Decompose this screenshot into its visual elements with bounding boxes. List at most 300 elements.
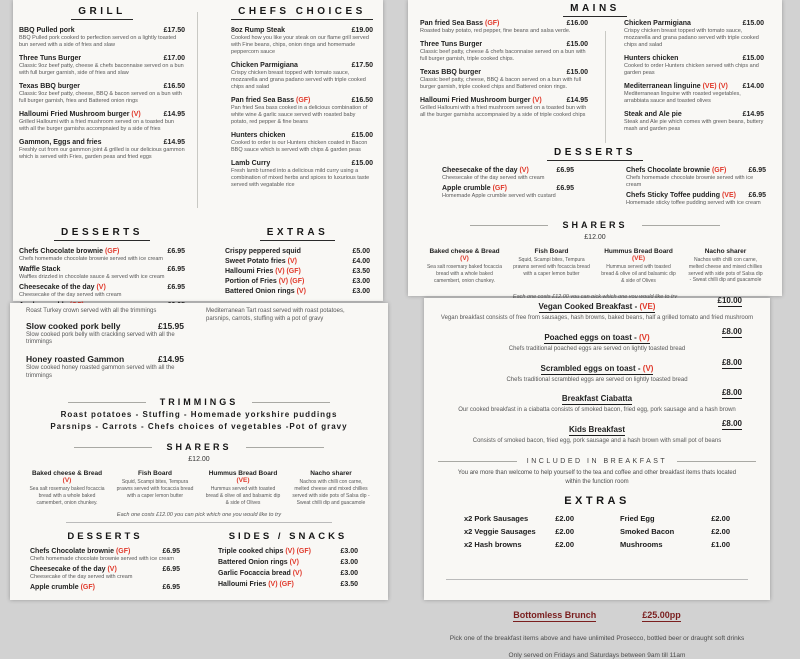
dietary-tag: (GF)	[711, 167, 727, 174]
item-description: Homemade sticky toffee pudding served with ice cream	[626, 200, 761, 207]
menu-item-header	[442, 167, 574, 174]
item-name	[231, 160, 270, 167]
item-name-text: Sweet Potato fries	[225, 258, 286, 265]
dietary-tag: (V)	[62, 477, 72, 485]
desserts-right-column	[626, 167, 766, 210]
item-name-text: Kids Breakfast	[568, 425, 626, 435]
item-description: Chefs homemade chocolate brownie served with ice cream	[30, 555, 174, 562]
item-price: £3.50	[340, 580, 358, 588]
dietary-tag: (GF)	[295, 97, 311, 105]
item-description: Steak and Ale pie which comes with green beans, buttery mash and garden peas	[624, 119, 764, 133]
bottomless-brunch-header	[424, 610, 770, 622]
menu-item-header	[26, 321, 184, 331]
divider-line	[74, 447, 152, 448]
item-price: £17.00	[163, 55, 185, 63]
item-price: £8.00	[721, 419, 742, 429]
item-name-text: Apple crumble	[442, 185, 491, 193]
item-name-text: Baked cheese & Bread	[31, 470, 103, 478]
item-description: Grilled Halloumi with a fried mushroom served on a toasted bun with all the burger garnishs accompnaied by a side of triple cooked chips	[420, 105, 587, 119]
item-name	[513, 248, 590, 255]
item-price: £3.00	[352, 288, 370, 295]
dietary-tag: (V)	[292, 569, 303, 577]
menu-item-header	[424, 358, 770, 376]
item-price: £6.95	[748, 192, 766, 200]
extras-column	[225, 227, 370, 312]
desserts-columns	[408, 167, 782, 210]
item-description: Squid, Scampi bites, Tempura prawns served with focaccia bread with a caper lemon butter	[513, 257, 590, 277]
menu-item	[30, 584, 180, 591]
item-name	[19, 266, 60, 273]
item-name-text: Halloumi Fried Mushroom burger	[19, 111, 130, 119]
item-name	[231, 62, 298, 69]
roast-item-list	[26, 321, 184, 381]
menu-item-header	[442, 185, 574, 192]
item-name-text: Lamb Curry	[231, 160, 271, 168]
price-row	[225, 248, 370, 255]
item-price: £6.95	[556, 167, 574, 174]
item-name-text: Portion of Fries	[225, 278, 277, 285]
grill-column	[19, 6, 185, 225]
item-name	[442, 185, 507, 192]
dietary-tag: (VE)	[632, 255, 645, 263]
mains-left-column	[420, 20, 588, 147]
item-price: £10.00	[717, 296, 742, 305]
page-mains	[408, 0, 782, 296]
item-description: Cooked to order is our Hunters chicken coated in Bacon BBQ sauce which is served with chips & garden peas	[231, 140, 368, 154]
item-name: Fried Egg	[620, 514, 655, 524]
menu-item	[19, 266, 185, 281]
dietary-tag: (V)	[519, 167, 529, 174]
item-name-text: Chefs Chocolate brownie	[30, 547, 115, 555]
item-name	[28, 470, 106, 484]
mains-columns	[408, 17, 782, 147]
price-row	[218, 570, 358, 577]
desserts-heading-text: DESSERTS	[547, 147, 643, 161]
menu-item	[626, 192, 766, 207]
item-name-text: Honey roasted Gammon	[26, 354, 125, 365]
item-price: £14.95	[163, 111, 185, 119]
item-description: Classic beef patty, cheese, BBQ & bacon served on a bun with full burger garnish, triple cooked chips and Battered onion rings.	[420, 77, 582, 91]
item-description: Pan fried Sea bass cooked in a delicious combination of white wine & garlic sauce served with roasted baby potato, red pepper & fine beans	[231, 105, 368, 126]
dietary-tag: (VE) (V)	[702, 83, 728, 91]
mains-right-column	[624, 20, 764, 147]
item-name	[420, 69, 481, 76]
breakfast-item	[424, 296, 770, 323]
sides-item-list	[218, 548, 358, 588]
item-price: £1.00	[711, 540, 730, 550]
item-name	[231, 27, 285, 34]
dietary-tag: (VE)	[639, 302, 656, 311]
item-name-text: Three Tuns Burger	[420, 41, 483, 49]
breakfast-item	[424, 327, 770, 354]
item-name-text: Slow cooked pork belly	[26, 320, 121, 331]
menu-item-header	[231, 160, 373, 167]
item-name	[231, 132, 285, 139]
item-price: £17.50	[351, 62, 373, 70]
dietary-tag: (V)	[639, 332, 650, 342]
menu-item	[231, 27, 373, 56]
item-name	[218, 581, 294, 588]
item-name-text: Waffle Stack	[19, 266, 61, 274]
item-name-text: Scrambled eggs on toast -	[540, 363, 641, 373]
item-description: Nachos with chilli con carne, melted cheese and mixed chillies served with side pots of Salsa dip - Sweat chilli dip and guacamole	[688, 257, 763, 284]
divider-line	[252, 402, 330, 403]
breakfast-extras-heading: EXTRAS	[564, 495, 630, 508]
item-name-text: Battered Onion rings	[218, 558, 288, 566]
sharers-note: Each one costs £12.00 you can pick which one you would like to try	[116, 511, 282, 518]
menu-item-header	[231, 97, 373, 104]
item-name	[19, 139, 101, 146]
item-name	[218, 559, 299, 566]
item-price: £4.00	[352, 258, 370, 265]
item-description: Roasted baby potato, red pepper, fine beans and salsa verde.	[420, 28, 571, 34]
item-name	[420, 41, 482, 48]
item-name	[225, 288, 306, 295]
divider-line	[677, 461, 756, 462]
item-price: £3.00	[352, 278, 370, 285]
menu-item	[19, 83, 185, 105]
item-name	[687, 248, 764, 255]
item-price: £6.95	[748, 167, 766, 174]
sharer-item	[204, 470, 282, 506]
menu-item	[30, 566, 180, 581]
item-name-text: Vegan Cooked Breakfast -	[538, 302, 638, 311]
sharers-columns	[408, 248, 782, 284]
dietary-tag: (V)	[131, 111, 141, 119]
item-name-text: Texas BBQ burger	[19, 83, 80, 91]
item-price: £15.95	[158, 320, 184, 331]
item-description: Sea salt rosemary baked focaccia bread with a whole baked camembert, onion chunkey.	[29, 486, 105, 506]
item-description: Slow cooked pork belly with crackling served with all the trimmings	[26, 331, 175, 346]
menu-item	[442, 167, 574, 182]
item-price: £15.00	[351, 160, 373, 168]
menu-item	[19, 55, 185, 77]
menu-item-header	[231, 132, 373, 139]
item-price: £6.95	[162, 565, 180, 573]
sharers-columns	[10, 470, 388, 506]
dietary-tag: (GF)	[104, 248, 120, 255]
menu-item-header	[424, 419, 770, 437]
menu-item	[626, 167, 766, 189]
item-name	[30, 548, 130, 555]
sharers-heading-text: SHARERS	[166, 442, 232, 453]
item-name	[19, 27, 75, 34]
item-name	[30, 566, 117, 573]
item-description: Homemade Apple crumble served with custard	[442, 193, 556, 200]
item-price: £14.95	[742, 111, 764, 119]
item-name-text: Hunters chicken	[624, 55, 679, 63]
bottomless-brunch-title: Bottomless Brunch	[513, 610, 597, 621]
desserts-heading	[408, 147, 782, 161]
menu-item-header	[19, 27, 185, 34]
item-name-text: Battered Onion rings	[225, 288, 295, 295]
dietary-tag: (V)	[532, 97, 542, 105]
menu-item	[624, 111, 764, 133]
item-price: £6.95	[162, 583, 180, 591]
item-price: £19.00	[351, 27, 373, 34]
breakfast-extras-right	[620, 514, 730, 553]
item-name-text: Halloumi Fries	[225, 268, 274, 275]
item-description: Classic 9oz beef patty, cheese, BBQ & bacon served on a bun with full burger garnish, fries and Battered onion rings	[19, 91, 182, 105]
item-price: £3.00	[340, 569, 358, 577]
menu-item	[19, 111, 185, 133]
extras-heading	[225, 227, 370, 241]
dietary-tag: (GF)	[80, 583, 95, 591]
menu-item	[231, 132, 373, 154]
item-name	[218, 570, 302, 577]
roast-turkey-description: Roast Turkey crown served with all the trimmings	[26, 308, 157, 314]
item-price: £2.00	[555, 514, 574, 524]
menu-item-header	[624, 55, 764, 62]
item-description: Hummus served with toasted bread & olive oil and balsamic dip & side of Olives	[205, 486, 281, 506]
item-name-text: Three Tuns Burger	[19, 55, 82, 63]
menu-item-header	[30, 566, 180, 573]
item-name-text: Fish Board	[138, 470, 172, 478]
item-name-text: Crispy peppered squid	[225, 248, 301, 255]
item-name	[626, 192, 736, 199]
menu-item-header	[420, 41, 588, 48]
sharer-item	[426, 248, 503, 284]
item-name-text: Gammon, Eggs and fries	[19, 139, 102, 147]
item-price: £2.00	[555, 540, 574, 550]
page-grill-chefs	[13, 0, 383, 301]
price-row	[464, 514, 574, 523]
divider-line	[66, 522, 332, 523]
sharer-item	[116, 470, 194, 506]
sharer-item	[292, 470, 370, 506]
included-in-breakfast-heading	[424, 458, 770, 465]
item-description: Crispy chicken breast topped with tomato sauce, mozzarella and grana padano served with triple cooked chips and salad	[624, 28, 759, 49]
roast-right-column	[206, 308, 364, 387]
item-name	[19, 83, 80, 90]
breakfast-item	[424, 419, 770, 446]
menu-item-header	[19, 284, 185, 291]
roast-columns	[10, 303, 388, 387]
desserts-left-column	[442, 167, 574, 210]
menu-item	[231, 62, 373, 91]
item-description: Nachos with chilli con carne, melted cheese and mixed chillies served with side pots of Salsa dip - Sweat chilli dip and guacamole	[292, 479, 370, 506]
item-description: Vegan breakfast consists of free from sausages, hash browns, baked beans, half a grilled tomato and fried mushroom	[440, 315, 754, 321]
menu-item-header	[231, 27, 373, 34]
price-row	[218, 581, 358, 588]
sharer-item	[28, 470, 106, 506]
dietary-tag: (V)	[96, 284, 106, 292]
item-name-text: Cheesecake of the day	[30, 565, 106, 573]
price-row	[225, 258, 370, 265]
menu-item	[420, 97, 588, 119]
item-name	[624, 83, 728, 90]
item-description: Cheesecake of the day served with cream	[30, 573, 133, 580]
item-name-text: Hummus Bread Board	[208, 470, 278, 478]
item-price: £6.95	[167, 266, 185, 274]
menu-item	[420, 41, 588, 63]
item-price: £16.50	[163, 83, 185, 91]
item-name	[420, 97, 542, 104]
bottomless-brunch-description: Pick one of the breakfast items above and have unlimited Prosecco, bottled beer or draught soft drinks	[449, 635, 745, 643]
item-name-text: 8oz Rump Steak	[231, 27, 286, 34]
grill-heading	[19, 6, 185, 20]
chefs-choices-heading-text: CHEFS CHOICES	[231, 6, 373, 20]
menu-item	[624, 20, 764, 49]
item-name-text: Chefs Chocolate brownie	[626, 167, 711, 174]
item-description: Chefs homemade chocolate brownie served with ice cream	[626, 175, 754, 189]
trimmings-line-2: Parsnips - Carrots - Chefs choices of vegetables -Pot of gravy	[50, 422, 348, 432]
item-name-text: BBQ Pulled pork	[19, 27, 75, 34]
item-price: £8.00	[721, 357, 742, 367]
item-name	[218, 548, 311, 555]
item-name: x2 Pork Sausages	[464, 514, 529, 524]
item-description: Consists of smoked bacon, fried egg, pork sausage and a hash brown with small pot of beans	[472, 438, 722, 445]
menu-item-header	[19, 111, 185, 118]
extras-heading-text: EXTRAS	[260, 227, 336, 241]
item-price: £5.00	[352, 248, 370, 255]
item-name-text: Hummus Bread Board	[604, 248, 673, 256]
item-price: £2.00	[711, 527, 730, 537]
desserts-heading	[19, 227, 185, 241]
divider-line	[438, 461, 517, 462]
column-divider-line	[605, 31, 606, 143]
item-name	[19, 248, 119, 255]
extras-item-list	[225, 248, 370, 295]
item-name-text: Halloumi Fried Mushroom burger	[420, 97, 531, 105]
item-price: £17.50	[163, 27, 185, 34]
item-name	[225, 268, 301, 275]
menu-item	[624, 83, 764, 105]
bottomless-brunch-note: Only served on Fridays and Saturdays between 9am till 11am	[508, 652, 686, 659]
price-row	[620, 527, 730, 536]
sharer-item	[600, 248, 677, 284]
item-description: Grilled Halloumi with a fried mushroom served on a toasted bun with all the burger garnishs accompnaied by a side of fries	[19, 119, 174, 133]
item-price: £6.95	[167, 284, 185, 292]
item-description: BBQ Pulled pork cooked to perfection served on a lightly toasted bun served with a side of fries and slaw	[19, 35, 177, 49]
grill-heading-text: GRILL	[71, 6, 133, 20]
item-name	[541, 364, 654, 375]
item-price: £3.00	[340, 547, 358, 555]
menu-item	[231, 160, 373, 189]
item-name-text: Cheesecake of the day	[19, 284, 95, 292]
item-price: £15.00	[742, 20, 764, 27]
menu-item	[19, 139, 185, 161]
item-description: Waffles drizzled in chocolate sauce & served with ice cream	[19, 274, 165, 281]
included-heading-text: INCLUDED IN BREAKFAST	[526, 457, 668, 465]
item-name	[231, 97, 310, 104]
price-row	[218, 548, 358, 555]
trimmings-heading-text: TRIMMINGS	[159, 397, 239, 408]
menu-item-header	[424, 296, 770, 314]
breakfast-extras-grid	[424, 514, 770, 553]
item-name: Mushrooms	[620, 540, 663, 550]
item-name-text: Nacho sharer	[704, 248, 747, 256]
item-price: £15.00	[742, 55, 764, 63]
menu-item-header	[624, 83, 764, 90]
divider-line	[68, 402, 146, 403]
dietary-tag: (V)	[287, 258, 297, 265]
item-description: Hummus served with toasted bread & olive oil and balsamic dip & side of Olives	[601, 264, 676, 284]
page-breakfast	[424, 296, 770, 659]
item-description: Mediterranean linguine with roasted vegetables, arrabbiata sauce and toasted olives	[624, 91, 741, 105]
item-price: £8.00	[721, 326, 742, 336]
item-name: Smoked Bacon	[620, 527, 675, 537]
item-name	[624, 111, 682, 118]
dietary-tag: (V) (GF)	[275, 268, 301, 275]
sharers-heading-text: SHARERS	[562, 220, 628, 231]
item-description: Chefs homemade chocolate brownie served with ice cream	[19, 256, 163, 262]
item-name-text: Triple cooked chips	[218, 547, 284, 555]
price-row	[620, 514, 730, 523]
dietary-tag: (V)	[460, 255, 469, 263]
menu-item	[231, 97, 373, 126]
item-description: Cheesecake of the day served with cream	[442, 175, 545, 181]
item-name-text: Breakfast Ciabatta	[561, 394, 633, 404]
trimmings-heading	[10, 397, 388, 407]
dietary-tag: (V)	[107, 565, 117, 573]
column-divider-line	[197, 12, 198, 208]
desserts-extras-columns	[13, 225, 383, 312]
item-name	[539, 302, 656, 313]
menu-item-header	[624, 20, 764, 27]
item-name-text: Cheesecake of the day	[442, 167, 518, 174]
breakfast-item-list	[424, 296, 770, 446]
item-description: Slow cooked honey roasted gammon served with all the trimmings	[26, 365, 175, 379]
menu-item-header	[19, 266, 185, 273]
trimmings-line-1: Roast potatoes - Stuffing - Homemade yorkshire puddings	[60, 410, 338, 420]
item-price: £14.00	[742, 83, 764, 91]
item-description: Crispy chicken breast topped with tomato sauce, mozzarella and grana padano served with triple cooked chips and salad	[231, 70, 366, 91]
menu-item	[30, 548, 180, 563]
desserts-item-list	[19, 248, 185, 309]
price-row	[225, 288, 370, 295]
item-price: £6.95	[556, 185, 574, 193]
menu-item-header	[424, 327, 770, 345]
item-name	[26, 321, 120, 331]
item-price: £15.00	[351, 132, 373, 140]
chefs-choices-heading	[231, 6, 373, 20]
item-description: Cooked to order Hunters chicken served with chips and garden peas	[624, 63, 759, 77]
mediterranean-tart-description: Mediterranean Tart roast served with roast potatoes, parsnips, carrots, stuffing with a pot of gravy	[206, 308, 345, 322]
item-name	[19, 111, 141, 118]
item-name	[442, 167, 529, 174]
dietary-tag: (VE)	[236, 477, 250, 485]
item-name-text: Chicken Parmigiana	[624, 20, 691, 27]
breakfast-item	[424, 388, 770, 415]
item-name	[19, 284, 106, 291]
price-row	[620, 540, 730, 549]
item-name-text: Apple crumble	[30, 583, 79, 591]
menu-item	[19, 248, 185, 263]
desserts-column	[30, 531, 180, 594]
item-name-text: Chicken Parmigiana	[231, 62, 298, 70]
sharers-heading	[10, 442, 388, 452]
mains-heading-text: MAINS	[563, 3, 627, 17]
menu-item-header	[624, 111, 764, 118]
menu-item-header	[19, 83, 185, 90]
menu-item-header	[420, 20, 588, 27]
divider-line	[246, 447, 324, 448]
price-row	[225, 268, 370, 275]
grill-chefs-columns	[13, 0, 383, 225]
item-name	[600, 248, 677, 262]
grill-item-list	[19, 27, 185, 161]
dietary-tag: (V)	[296, 288, 306, 295]
item-name	[116, 470, 194, 477]
dietary-tag: (V) (GF)	[285, 547, 311, 555]
item-name	[292, 470, 370, 477]
item-name-text: Hunters chicken	[231, 132, 286, 140]
item-price: £6.95	[162, 547, 180, 555]
item-name	[544, 333, 649, 344]
menu-item	[624, 55, 764, 77]
item-name	[420, 20, 499, 27]
